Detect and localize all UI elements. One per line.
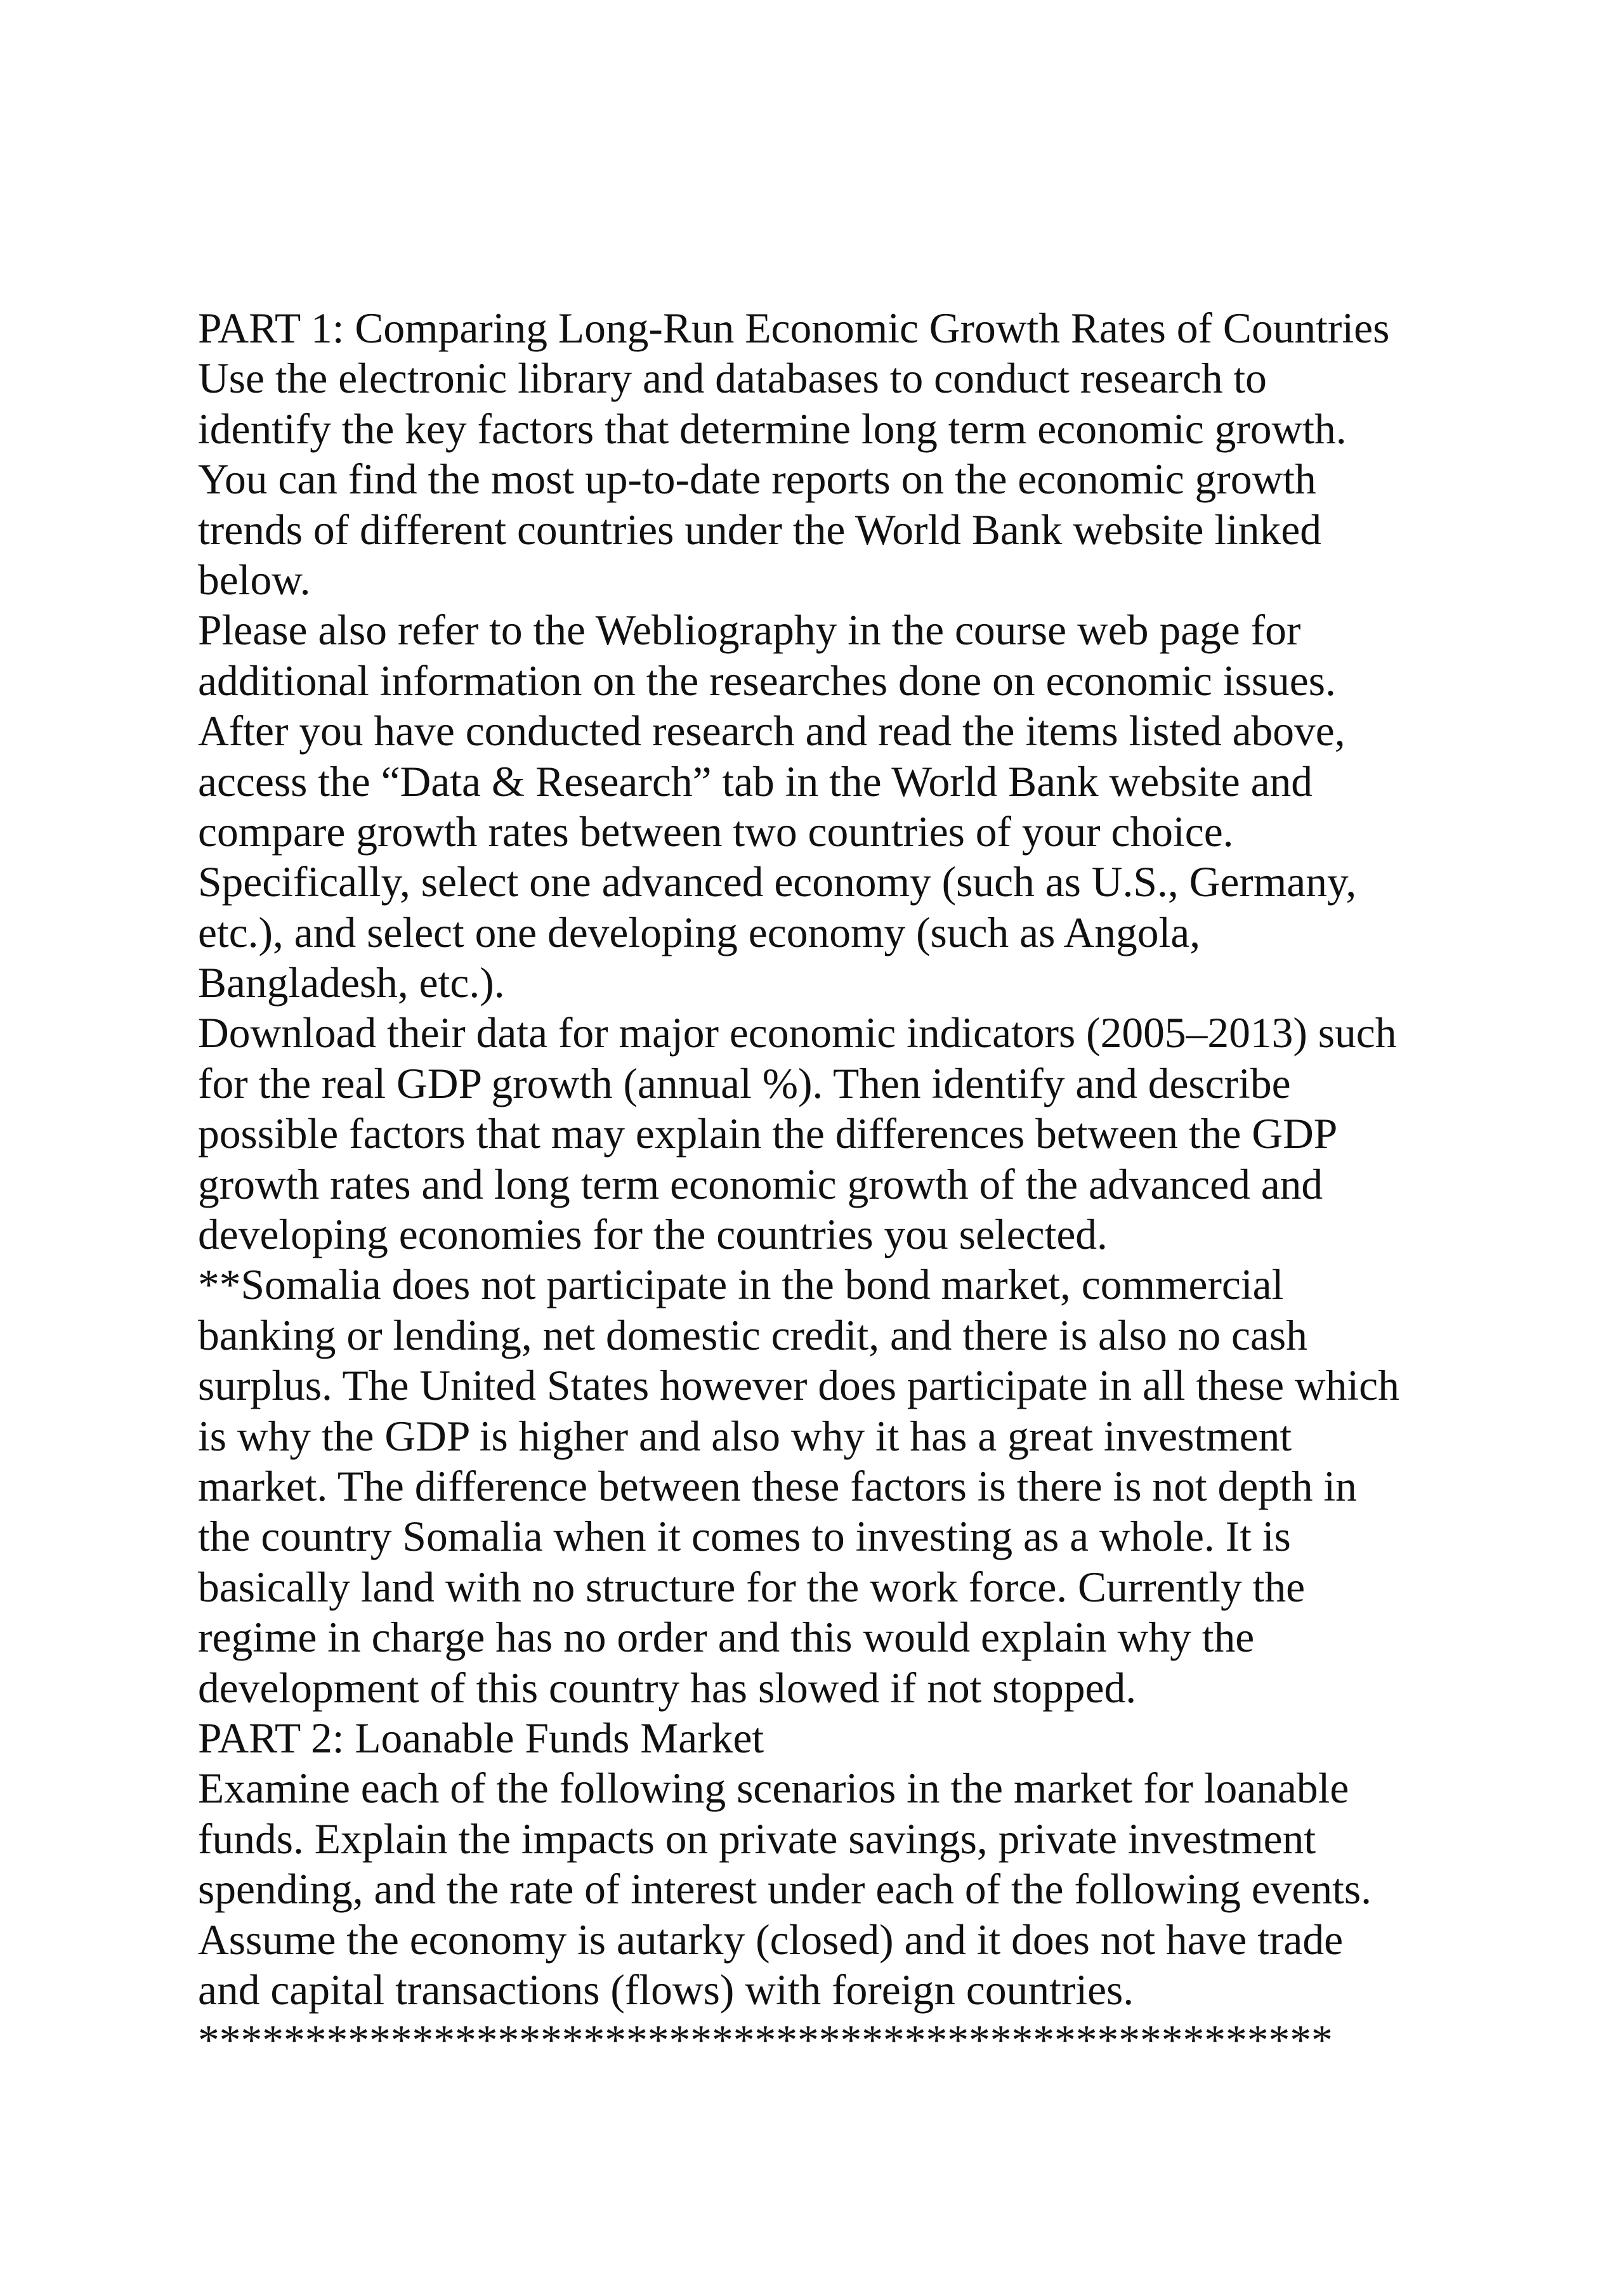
text-line: surplus. The United States however does participate in all these which: [198, 1362, 1399, 1410]
text-line: You can find the most up-to-date reports on the economic growth: [198, 455, 1316, 504]
text-line: for the real GDP growth (annual %). Then identify and describe: [198, 1059, 1291, 1107]
text-line: regime in charge has no order and this would explain why the: [198, 1614, 1255, 1662]
text-line: After you have conducted research and read the items listed above,: [198, 707, 1346, 755]
text-line: PART 1: Comparing Long-Run Economic Growth Rates of Countries: [198, 304, 1390, 352]
text-line: Assume the economy is autarky (closed) and it does not have trade: [198, 1915, 1344, 1964]
text-line: Examine each of the following scenarios in the market for loanable: [198, 1764, 1349, 1813]
text-line: Please also refer to the Webliography in the course web page for: [198, 606, 1301, 655]
text-line: *****************************************************: [198, 2016, 1333, 2064]
text-line: development of this country has slowed if not stopped.: [198, 1664, 1137, 1712]
text-line: **Somalia does not participate in the bond market, commercial: [198, 1261, 1284, 1309]
text-line: etc.), and select one developing economy (such as Angola,: [198, 908, 1201, 956]
text-line: Specifically, select one advanced economy (such as U.S., Germany,: [198, 858, 1357, 906]
text-line: the country Somalia when it comes to investing as a whole. It is: [198, 1513, 1291, 1561]
text-line: is why the GDP is higher and also why it has a great investment: [198, 1412, 1292, 1460]
text-line: trends of different countries under the World Bank website linked: [198, 506, 1321, 554]
text-line: compare growth rates between two countries of your choice.: [198, 807, 1234, 856]
text-line: possible factors that may explain the differences between the GDP: [198, 1110, 1338, 1158]
text-line: growth rates and long term economic growth of the advanced and: [198, 1160, 1323, 1208]
text-line: spending, and the rate of interest under each of the following events.: [198, 1865, 1372, 1914]
text-line: below.: [198, 556, 311, 604]
text-line: basically land with no structure for the work force. Currently the: [198, 1563, 1306, 1611]
text-line: banking or lending, net domestic credit, and there is also no cash: [198, 1311, 1307, 1359]
text-line: and capital transactions (flows) with foreign countries.: [198, 1966, 1134, 2014]
text-line: Use the electronic library and databases to conduct research to: [198, 355, 1267, 403]
text-line: market. The difference between these factors is there is not depth in: [198, 1462, 1357, 1510]
text-line: funds. Explain the impacts on private savings, private investment: [198, 1815, 1316, 1863]
text-line: PART 2: Loanable Funds Market: [198, 1714, 764, 1762]
text-line: Download their data for major economic indicators (2005–2013) such: [198, 1009, 1397, 1057]
text-line: Bangladesh, etc.).: [198, 959, 505, 1007]
text-line: identify the key factors that determine long term economic growth.: [198, 405, 1347, 453]
document-text: [198, 303, 1467, 2066]
text-line: additional information on the researches done on economic issues.: [198, 656, 1336, 705]
text-line: developing economies for the countries you selected.: [198, 1211, 1108, 1259]
text-line: access the “Data & Research” tab in the World Bank website and: [198, 757, 1313, 806]
